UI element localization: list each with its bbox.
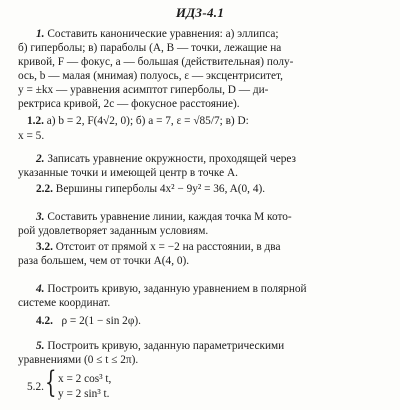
problem-1-line-6: ректриса кривой, 2c — фокусное расстояние). <box>18 98 240 110</box>
problem-5-line-1 <box>36 339 284 353</box>
problem-2-line-2: указанные точки и имеющей центр в точке A. <box>18 167 238 179</box>
problem-5-text-1: Построить кривую, заданную параметрическими <box>47 340 285 352</box>
problem-1-line-2: б) гиперболы; в) параболы (A, B — точки, лежащие на <box>18 42 282 54</box>
system-equation-1: x = 2 cos³ t, <box>58 373 112 385</box>
subproblem-1-2-text: а) b = 2, F(4√2, 0); б) a = 7, ε = √85/7; в) D: <box>46 115 249 127</box>
problem-1-2-line-1 <box>27 114 249 128</box>
problem-3-text-1: Составить уравнение линии, каждая точка M кото- <box>47 211 292 223</box>
subproblem-2-2-text: Вершины гиперболы 4x² − 9y² = 36, A(0, 4). <box>55 183 266 195</box>
problem-4-2-line <box>36 314 141 328</box>
subproblem-4-2-text: ρ = 2(1 − sin 2φ). <box>61 315 141 327</box>
problem-4-text-1: Построить кривую, заданную уравнением в полярной <box>47 283 307 295</box>
problem-3-2-line-2: раза большем, чем от точки A(4, 0). <box>18 255 190 267</box>
problem-3-line-1 <box>36 210 292 224</box>
problem-1-number: 1. <box>36 28 45 40</box>
problem-1-line-5: y = ±kx — уравнения асимптот гиперболы, D — ди- <box>18 84 269 96</box>
page-title: ИДЗ-4.1 <box>175 5 225 20</box>
system-brace: { <box>45 365 57 400</box>
problem-3-line-2: рой удовлетворяет заданным условиям. <box>18 225 209 237</box>
system-equation-2: y = 2 sin³ t. <box>58 388 110 400</box>
problem-5-number: 5. <box>36 340 45 352</box>
subproblem-5-2-number: 5.2. <box>27 381 44 393</box>
problem-1-line-4: ось, b — малая (мнимая) полуось, ε — эксцентриситет, <box>18 70 283 82</box>
problem-2-text-1: Записать уравнение окружности, проходящей через <box>47 153 296 165</box>
problem-2-2-line <box>36 182 265 196</box>
subproblem-2-2-number: 2.2. <box>36 183 53 195</box>
problem-3-2-line-1 <box>36 240 280 254</box>
subproblem-3-2-number: 3.2. <box>36 241 53 253</box>
subproblem-4-2-number: 4.2. <box>36 315 53 327</box>
subproblem-1-2-number: 1.2. <box>27 115 44 127</box>
problem-2-line-1 <box>36 152 296 166</box>
problem-1-2-line-2: x = 5. <box>18 130 45 142</box>
problem-1-text-1: Составить канонические уравнения: а) эллипса; <box>47 28 279 40</box>
problem-1-line-3: кривой, F — фокус, a — большая (действительная) полу- <box>18 56 294 68</box>
problem-2-number: 2. <box>36 153 45 165</box>
problem-3-number: 3. <box>36 211 45 223</box>
problem-1-line-1 <box>36 27 279 41</box>
problem-5-line-2: уравнениями (0 ≤ t ≤ 2π). <box>18 354 139 366</box>
problem-4-line-1 <box>36 282 307 296</box>
subproblem-3-2-text: Отстоит от прямой x = −2 на расстоянии, в два <box>55 241 281 253</box>
problem-4-number: 4. <box>36 283 45 295</box>
problem-4-line-2: системе координат. <box>18 297 111 309</box>
